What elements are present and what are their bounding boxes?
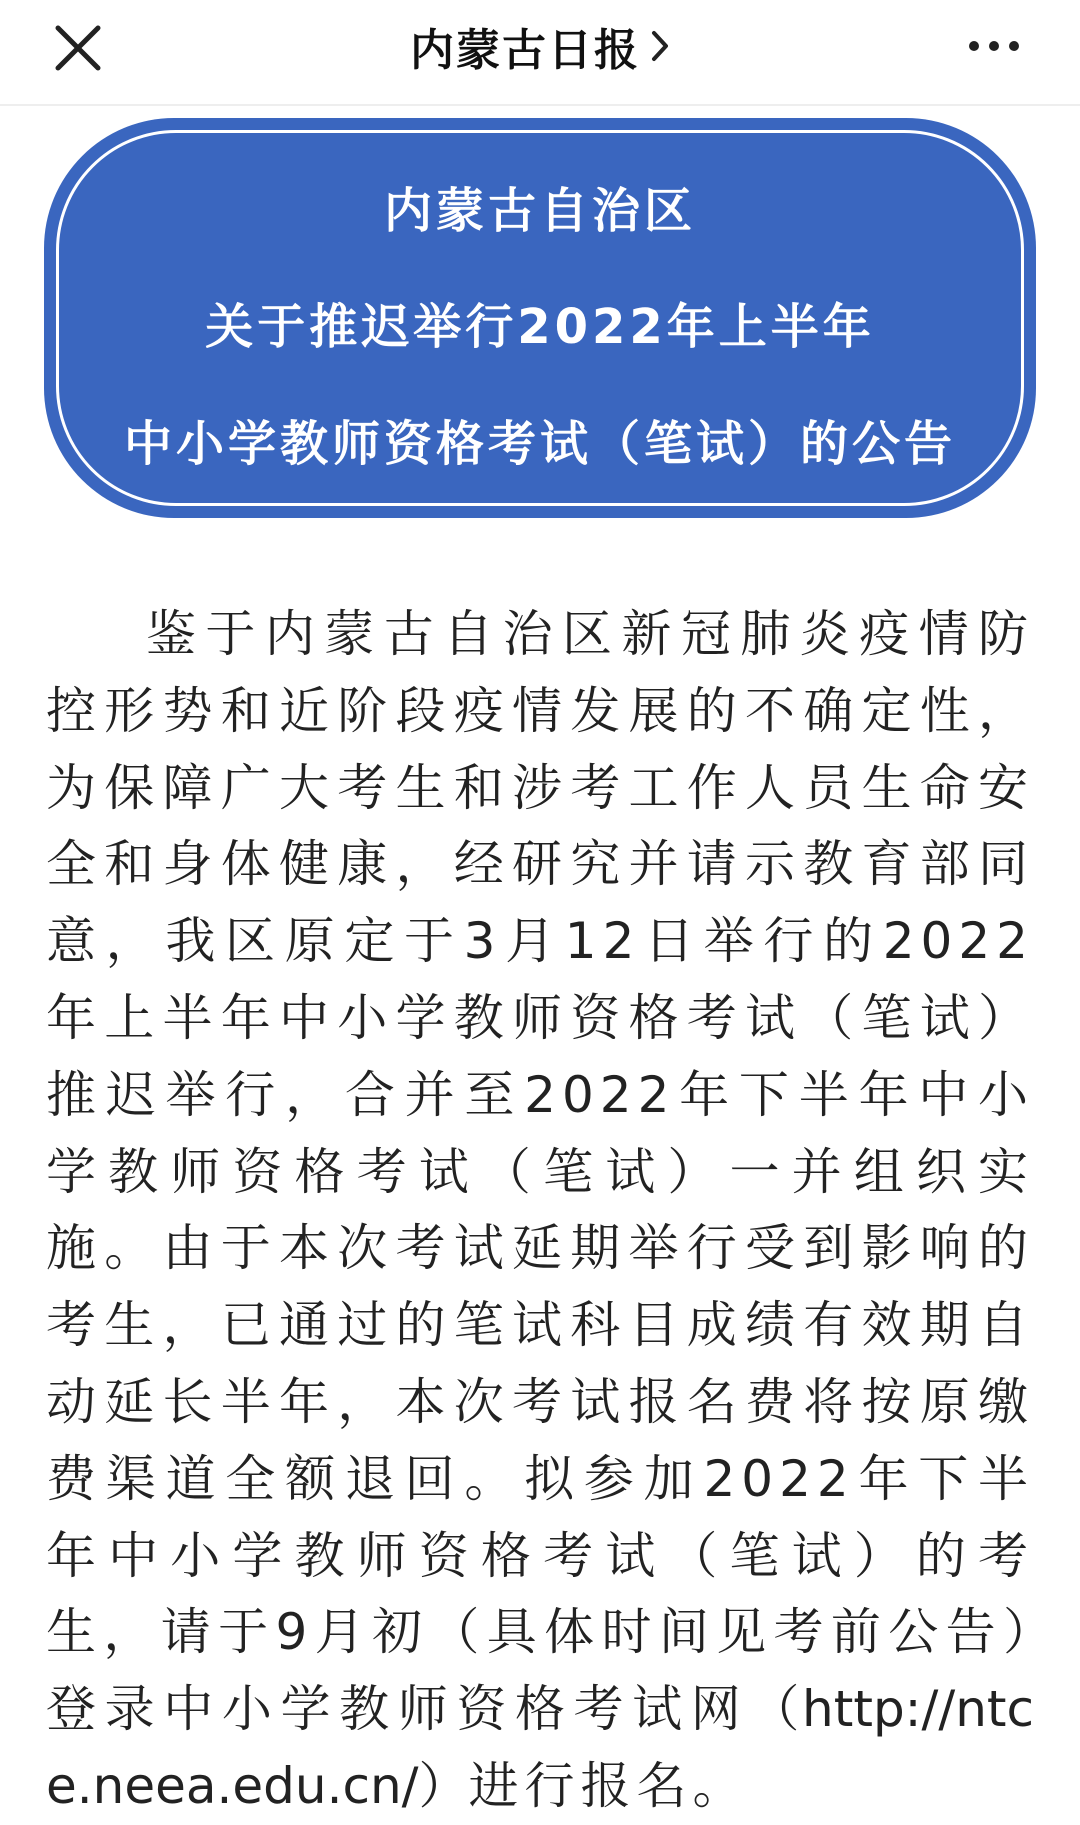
- more-options-button[interactable]: [954, 22, 1034, 70]
- chevron-right-icon: [650, 29, 670, 63]
- banner-line-title: 中小学教师资格考试（笔试）的公告: [123, 416, 956, 472]
- account-name: 内蒙古日报: [410, 25, 640, 76]
- more-icon: [954, 22, 1034, 70]
- article-paragraph: [46, 596, 1034, 1825]
- banner-line-region: 内蒙古自治区: [383, 183, 696, 239]
- close-button[interactable]: [46, 16, 110, 80]
- account-title-button[interactable]: [410, 14, 670, 78]
- top-navigation-bar: [0, 0, 1080, 106]
- banner-line-subject: 关于推迟举行2022年上半年: [205, 299, 875, 355]
- exam-website-link[interactable]: （http://ntce.neea.edu.cn/）: [46, 1680, 1034, 1815]
- article-text: 鉴于内蒙古自治区新冠肺炎疫情防控形势和近阶段疫情发展的不确定性，为保障广大考生和涉考工作人员生命安全和身体健康，经研究并请示教育部同意，我区原定于3月12日举行的2022年上半年中小学教师资格考试（笔试）推迟举行，合并至2022年下半年中小学教师资格考试（笔试）一并组织实施。由于本次考试延期举行受到影响的考生，已通过的笔试科目成绩有效期自动延长半年，本次考试报名费将按原缴费渠道全额退回。拟参加2022年下半年中小学教师资格考试（笔试）的考生，请于9月初（具体时间见考前公告）登录中小学教师资格考试网: [46, 605, 1034, 1739]
- close-icon: [46, 16, 110, 80]
- article-text-end: 进行报名。: [468, 1756, 749, 1815]
